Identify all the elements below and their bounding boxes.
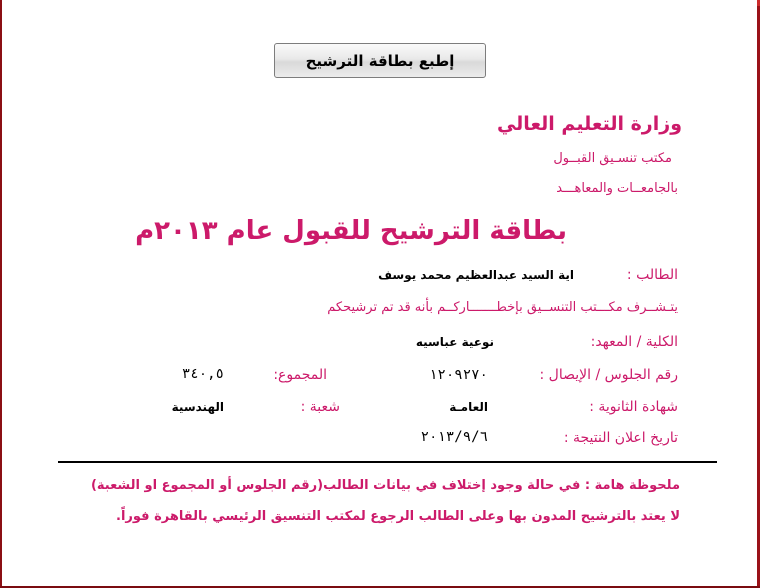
college-value: نوعية عباسيه <box>415 335 494 349</box>
seat-number-value: ١٢٠٩٢٧٠ <box>428 367 488 383</box>
window-frame-left <box>0 0 2 588</box>
total-label: المجموع: <box>273 367 327 383</box>
result-date-value: ٢٠١٣/٩/٦ <box>420 429 488 445</box>
college-label: الكلية / المعهد: <box>590 334 678 350</box>
result-date-label: تاريخ اعلان النتيجة : <box>563 430 678 446</box>
seat-number-label: رقم الجلوس / الإيصال : <box>539 367 678 383</box>
section-divider <box>58 461 717 463</box>
office-name-line1: مكتب تنسـيق القبــول <box>553 151 672 166</box>
important-note-line2: لا يعتد بالترشيح المدون بها وعلى الطالب الرجوع لمكتب التنسيق الرئيسي بالقاهرة فوراً. <box>116 509 680 524</box>
certificate-value: العامـة <box>449 400 488 414</box>
ministry-name: وزارة التعليم العالي <box>496 113 682 135</box>
important-note-line1: ملحوظة هامة : في حالة وجود إختلاف في بيانات الطالب(رقم الجلوس أو المجموع او الشعبة) <box>90 478 680 493</box>
office-name-line2: بالجامعــات والمعاهـــد <box>556 181 678 196</box>
student-label: الطالب : <box>626 267 678 283</box>
card-title: بطاقة الترشيح للقبول عام ٢٠١٣م <box>135 216 567 246</box>
total-value: ٣٤٠,٥ <box>181 366 224 382</box>
print-card-button[interactable]: إطبع بطاقة الترشيح <box>274 43 486 78</box>
certificate-label: شهادة الثانوية : <box>589 399 678 415</box>
nomination-statement: يتـشــرف مكـــتب التنســيق بإخطـــــــاركــم بأنه قد تم ترشيحكم <box>327 300 678 315</box>
branch-label: شعبة : <box>300 399 340 415</box>
student-name: اية السيد عبدالعظيم محمد يوسف <box>378 268 574 282</box>
branch-value: الهندسية <box>171 400 224 414</box>
